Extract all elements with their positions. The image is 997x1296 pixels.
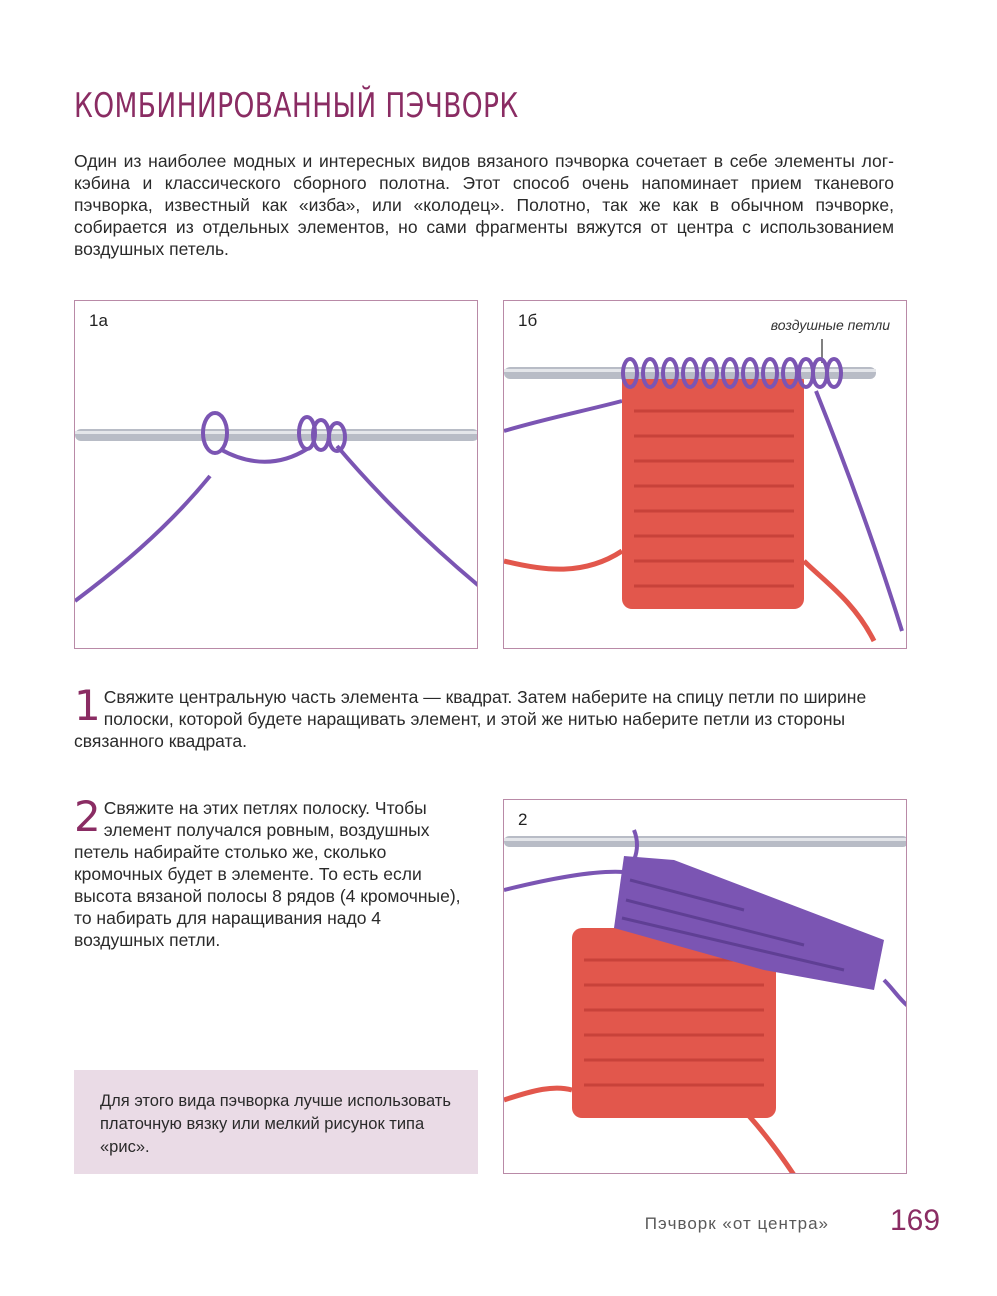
page-number: 169 — [890, 1204, 941, 1237]
step-1 — [74, 681, 896, 752]
knitted-strip-illustration — [504, 800, 907, 1174]
page-title: КОМБИНИРОВАННЫЙ ПЭЧВОРК — [74, 86, 519, 126]
tip-note: Для этого вида пэчворка лучше использовать платочную вязку или мелкий рисунок типа «рис». — [74, 1070, 478, 1174]
figure-label: 2 — [518, 810, 528, 829]
figure-annotation: воздушные петли — [770, 317, 890, 333]
figure-label: 1а — [89, 311, 108, 330]
step-text: Свяжите центральную часть элемента — квадрат. Затем наберите на спицу петли по ширине полоски, которой будете наращивать элемент, и этой же нитью наберите петли из стороны связанного квадрата. — [74, 687, 867, 751]
figure-1b — [503, 300, 907, 649]
knitted-square-illustration — [504, 301, 907, 649]
intro-paragraph: Один из наиболее модных и интересных видов вязаного пэчворка сочетает в себе элементы лог-кэбина и классического сборного полотна. Этот способ очень напоминает прием тканевого пэчворка, известный как «изба», или «колодец». Полотно, так же как в обычном пэчворке, собирается из отдельных элементов, но сами фрагменты вяжутся от центра с использованием воздушных петель. — [74, 151, 894, 259]
figure-2 — [503, 799, 907, 1174]
step-number: 1 — [74, 681, 101, 730]
figure-label: 1б — [518, 311, 538, 330]
step-2 — [74, 792, 476, 951]
figure-1a — [74, 300, 478, 649]
step-number: 2 — [74, 792, 101, 841]
needle-with-loops-illustration — [75, 301, 478, 649]
running-footer: Пэчворк «от центра» — [644, 1214, 829, 1233]
step-text: Свяжите на этих петлях полоску. Чтобы элемент получался ровным, воздушных петель набирайте столько же, сколько кромочных будет в элементе. То есть если высота вязаной полосы 8 рядов (4 кромочные), то набирать для наращивания надо 4 воздушных петли. — [74, 798, 461, 950]
